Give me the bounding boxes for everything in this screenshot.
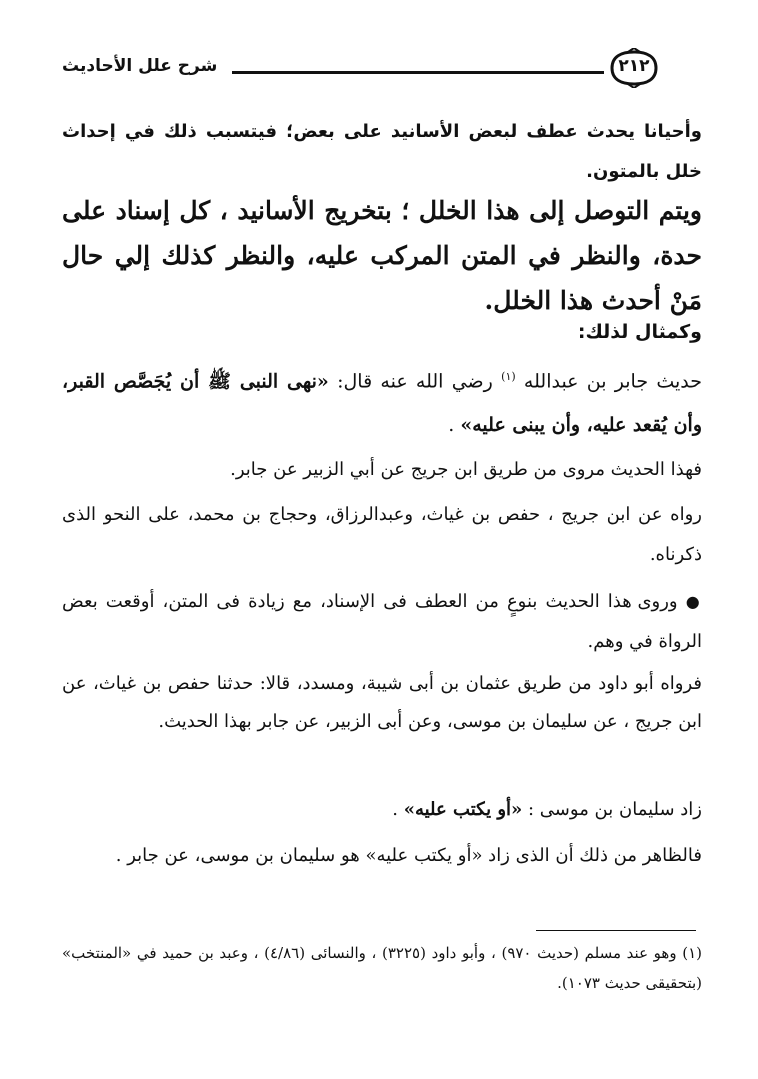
footnote-separator [536, 930, 696, 931]
page-header [62, 48, 702, 92]
addition-quote: «أو يكتب عليه» [403, 799, 523, 820]
paragraph-method: ويتم التوصل إلى هذا الخلل ؛ بتخريج الأسانيد ، كل إسناد على حدة، والنظر في المتن المركب عليه، والنظر كذلك إلي حال مَنْ أحدث هذا الخلل. [62, 196, 702, 315]
page-number: ٢١٢ [618, 56, 650, 76]
paragraph-intro: وأحيانا يحدث عطف لبعض الأسانيد على بعض؛ فيتسبب ذلك في إحداث خلل بالمتون. [62, 121, 702, 182]
paragraph-addition [62, 790, 702, 830]
header-rule [232, 71, 604, 74]
paragraph-hadith [62, 355, 702, 447]
example-heading: وكمثال لذلك: [577, 321, 702, 343]
paragraph-abu-dawud: فرواه أبو داود من طريق عثمان بن أبى شيبة، ومسدد، قالا: حدثنا حفص بن غياث، عن ابن جريج ، عن سليمان بن موسى، وعن أبى الزبير، عن جابر بهذا الحديث. [62, 673, 702, 732]
paragraph-route: فهذا الحديث مروى من طريق ابن جريج عن أبي الزبير عن جابر. [230, 459, 702, 480]
variant-text: وروى هذا الحديث بنوعٍ من العطف فى الإسناد، مع زيادة فى المتن، أوقعت بعض الرواة في وهم. [62, 591, 702, 652]
paragraph-variant [62, 582, 702, 662]
footnote: (١) وهو عند مسلم (حديث ٩٧٠) ، وأبو داود (٣٢٢٥) ، والنسائى (٤/٨٦) ، وعبد بن حميد في «المنتخب» (بتحقيقى حديث ١٠٧٣). [62, 944, 702, 992]
running-title: شرح علل الأحاديث [62, 56, 218, 76]
bullet-icon: ● [685, 592, 703, 611]
paragraph-conclusion: فالظاهر من ذلك أن الذى زاد «أو يكتب عليه» هو سليمان بن موسى، عن جابر . [115, 845, 702, 866]
footnote-reference: (١) [501, 370, 516, 383]
hadith-narrator: حديث جابر بن عبدالله [523, 370, 702, 393]
hadith-honorific: رضي الله عنه قال: [328, 370, 493, 393]
addition-end: . [392, 799, 398, 820]
hadith-text: «نهى النبى ﷺ أن يُجَصَّص القبر، وأن يُقعد عليه، وأن يبنى عليه» [62, 370, 702, 437]
hadith-end: . [448, 414, 455, 437]
paragraph-narrators: رواه عن ابن جريج ، حفص بن غياث، وعبدالرزاق، وحجاج بن محمد، على النحو الذى ذكرناه. [62, 504, 702, 565]
addition-intro: زاد سليمان بن موسى : [522, 799, 702, 820]
page-number-ornament [606, 48, 662, 88]
